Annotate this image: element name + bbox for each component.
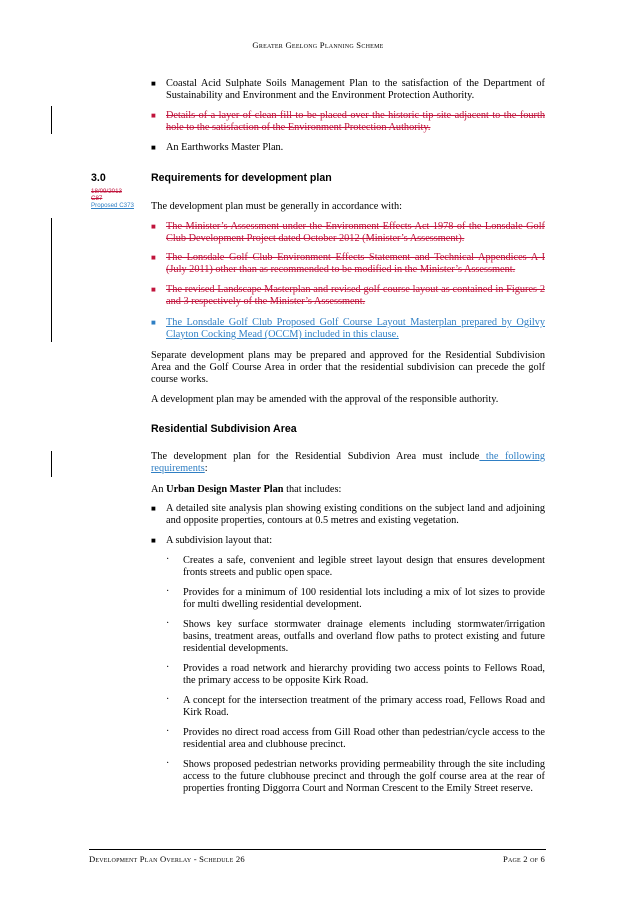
bullet-dot: · — [166, 618, 170, 629]
list-item-inserted — [151, 317, 545, 341]
bullet-square: ■ — [151, 222, 156, 231]
bullet-dot: · — [166, 726, 170, 737]
udmp-prefix: An — [151, 484, 167, 495]
bullet-square: ■ — [151, 536, 156, 545]
list-item-deleted — [151, 284, 545, 308]
lead-paragraph: The development plan must be generally in accordance with: — [151, 201, 403, 212]
bullet-square: ■ — [151, 318, 156, 327]
sub-list-item-text: Provides no direct road access from Gill Road other than pedestrian/cycle access to the residential area and clubhouse precinct. — [183, 727, 545, 751]
sub-list-item — [166, 727, 545, 751]
sub-list-item-text: Shows proposed pedestrian networks providing permeability through the site including access to the future clubhouse precinct and through the golf course area at the rear of properties fronting Diggorra Court and Norman Crescent to the Emily Street reserve. — [183, 759, 545, 795]
paragraph-udmp — [151, 484, 545, 496]
bullet-square: ■ — [151, 79, 156, 88]
list-item-text: A detailed site analysis plan showing existing conditions on the subject land and adjoining and opposite properties, contours at 0.5 metres and existing vegetation. — [166, 503, 545, 527]
inserted-text: the following requirements — [151, 451, 545, 475]
list-item — [151, 78, 545, 102]
paragraph-text-end: : — [204, 463, 208, 475]
paragraph-text: The development plan for the Residential Subdivion Area must include — [151, 451, 480, 462]
footer-rule — [89, 849, 546, 850]
list-item-text: The Minister’s Assessment under the Environment Effects Act 1978 of the Lonsdale Golf Club Development Project dated October 2012 (Minister’s Assessment). — [166, 221, 545, 245]
change-bar — [51, 451, 52, 477]
sub-list-item-text: Creates a safe, convenient and legible street layout design that ensures development fronts streets and public open space. — [183, 555, 545, 579]
list-item — [151, 503, 545, 527]
sub-list-item-text: Provides a road network and hierarchy providing two access points to Fellows Road, the primary access to be opposite Kirk Road. — [183, 663, 545, 687]
list-item-text: Details of a layer of clean fill to be placed over the historic tip site adjacent to the fourth hole to the satisfaction of the Environment Protection Authority. — [166, 110, 545, 134]
sub-list-item-text: Shows key surface stormwater drainage elements including stormwater/irrigation basins, treatment areas, outfalls and overland flow paths to protect existing and future residential developments. — [183, 619, 545, 655]
page-header: Greater Geelong Planning Scheme — [252, 40, 384, 50]
bullet-square: ■ — [151, 111, 156, 120]
paragraph-amendment: A development plan may be amended with the approval of the responsible authority. — [151, 394, 499, 405]
bullet-square: ■ — [151, 253, 156, 262]
list-item — [151, 535, 545, 547]
change-bar — [51, 106, 52, 134]
change-bar — [51, 218, 52, 342]
bullet-dot: · — [166, 758, 170, 769]
list-item-text: The revised Landscape Masterplan and revised golf course layout as contained in Figures 2 and 3 respectively of the Minister’s Assessment. — [166, 284, 545, 308]
list-item-deleted — [151, 221, 545, 245]
bullet-square: ■ — [151, 285, 156, 294]
list-item-text: The Lonsdale Golf Club Environment Effects Statement and Technical Appendices A-I (July 2011) other than as recommended to be modified in the Minister’s Assessment. — [166, 252, 545, 276]
bullet-dot: · — [166, 694, 170, 705]
sub-list-item-text: A concept for the intersection treatment of the primary access road, Fellows Road and Kirk Road. — [183, 695, 545, 719]
sub-list-item — [166, 587, 545, 611]
sub-list-item-text: Provides for a minimum of 100 residential lots including a mix of lot sizes to provide for multi dwelling residential development. — [183, 587, 545, 611]
sub-list-item — [166, 555, 545, 579]
list-item — [151, 142, 545, 154]
sub-list-item — [166, 663, 545, 687]
udmp-suffix: that includes: — [283, 484, 342, 495]
margin-note-deleted-code: C87 — [91, 195, 103, 202]
list-item-text: The Lonsdale Golf Club Proposed Golf Course Layout Masterplan prepared by Ogilvy Clayton Cocking Mead (OCCM) included in this clause. — [166, 317, 545, 341]
bullet-dot: · — [166, 554, 170, 565]
list-item-deleted — [151, 252, 545, 276]
section-title: Requirements for development plan — [151, 172, 332, 184]
footer-page-number: Page 2 of 6 — [502, 854, 545, 864]
footer-left: Development Plan Overlay - Schedule 26 — [89, 854, 245, 864]
sub-list-item — [166, 759, 545, 796]
list-item-text: Coastal Acid Sulphate Soils Management Plan to the satisfaction of the Department of Sustainability and Environment and the Environment Protection Authority. — [166, 78, 545, 102]
bullet-dot: · — [166, 662, 170, 673]
margin-note-inserted[interactable]: Proposed C373 — [91, 202, 134, 209]
list-item-text: An Earthworks Master Plan. — [166, 142, 284, 153]
sub-list-item — [166, 695, 545, 719]
sub-list-item — [166, 619, 545, 656]
margin-note-deleted-date: 18/09/2013 — [91, 188, 122, 195]
paragraph-residential — [151, 451, 545, 475]
bullet-dot: · — [166, 586, 170, 597]
bullet-square: ■ — [151, 504, 156, 513]
section-number: 3.0 — [91, 172, 106, 184]
list-item-text: A subdivision layout that: — [166, 535, 273, 546]
paragraph-separate-plans: Separate development plans may be prepared and approved for the Residential Subdivision Area and the Golf Course Area in order that the residential subdivision can precede the golf course works. — [151, 350, 545, 386]
list-item-deleted — [151, 110, 545, 134]
udmp-bold: Urban Design Master Plan — [166, 484, 284, 495]
bullet-square: ■ — [151, 143, 156, 152]
subheading: Residential Subdivision Area — [151, 423, 297, 435]
